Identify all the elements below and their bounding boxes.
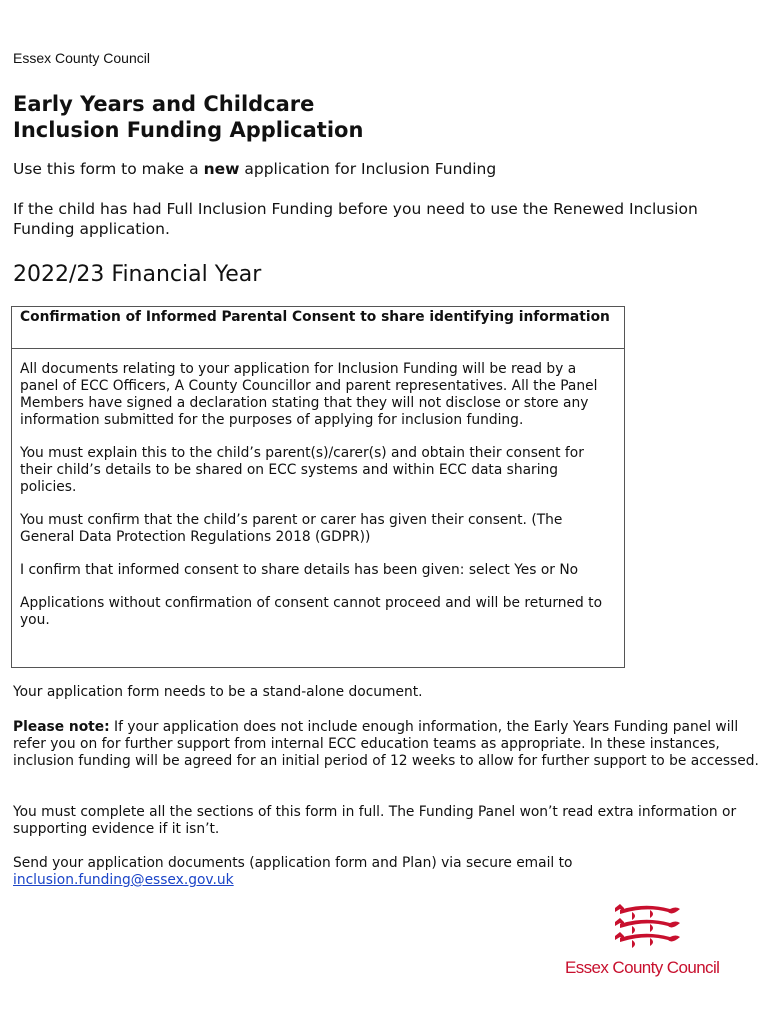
intro-text-pre: Use this form to make a — [13, 160, 204, 178]
title-line-2: Inclusion Funding Application — [13, 118, 364, 142]
please-note-text: If your application does not include enough information, the Early Years Funding panel will refer you on for further support from internal ECC education teams as appropriate. In these instances, inclusion funding will be agreed for an initial period of 12 weeks to allow for further support to be accessed. — [13, 719, 759, 769]
essex-county-council-logo — [560, 900, 740, 990]
financial-year-heading: 2022/23 Financial Year — [13, 262, 262, 287]
consent-paragraph: I confirm that informed consent to share details has been given: select Yes or No — [20, 562, 579, 578]
consent-paragraph: All documents relating to your application for Inclusion Funding will be read by a panel of ECC Officers, A County Councillor and parent representatives. All the Panel Members have signed a declaration stating that they will not disclose or store any information submitted for the purposes of applying for inclusion funding. — [20, 361, 598, 428]
organisation-name: Essex County Council — [13, 50, 150, 66]
consent-box-heading: Confirmation of Informed Parental Consent to share identifying information — [12, 307, 624, 349]
logo-text: Essex County Council — [565, 958, 720, 977]
consent-paragraph: Applications without confirmation of consent cannot proceed and will be returned to you. — [20, 595, 603, 628]
intro-new-application — [13, 159, 496, 179]
email-link[interactable]: inclusion.funding@essex.gov.uk — [13, 872, 234, 888]
send-text: Send your application documents (application form and Plan) via secure email to — [13, 855, 573, 871]
standalone-note: Your application form needs to be a stand-alone document. — [13, 684, 423, 700]
consent-paragraph: You must confirm that the child’s parent or carer has given their consent. (The General Data Protection Regulations 2018 (GDPR)) — [20, 512, 563, 545]
intro-renewed-note: If the child has had Full Inclusion Funding before you need to use the Renewed Inclusion Funding application. — [13, 200, 698, 238]
page-title — [13, 91, 363, 143]
send-instructions — [13, 855, 763, 889]
consent-paragraph: You must explain this to the child’s parent(s)/carer(s) and obtain their consent for their child’s details to be shared on ECC systems and within ECC data sharing policies. — [20, 445, 584, 495]
consent-box — [11, 306, 625, 668]
please-note-label: Please note: — [13, 719, 110, 735]
intro-text-post: application for Inclusion Funding — [239, 160, 497, 178]
consent-box-body — [20, 361, 616, 645]
complete-sections-note: You must complete all the sections of this form in full. The Funding Panel won’t read extra information or supporting evidence if it isn’t. — [13, 804, 737, 837]
title-line-1: Early Years and Childcare — [13, 92, 315, 116]
intro-text-bold: new — [203, 160, 240, 178]
please-note — [13, 719, 763, 770]
seax-emblem-icon — [560, 900, 740, 960]
